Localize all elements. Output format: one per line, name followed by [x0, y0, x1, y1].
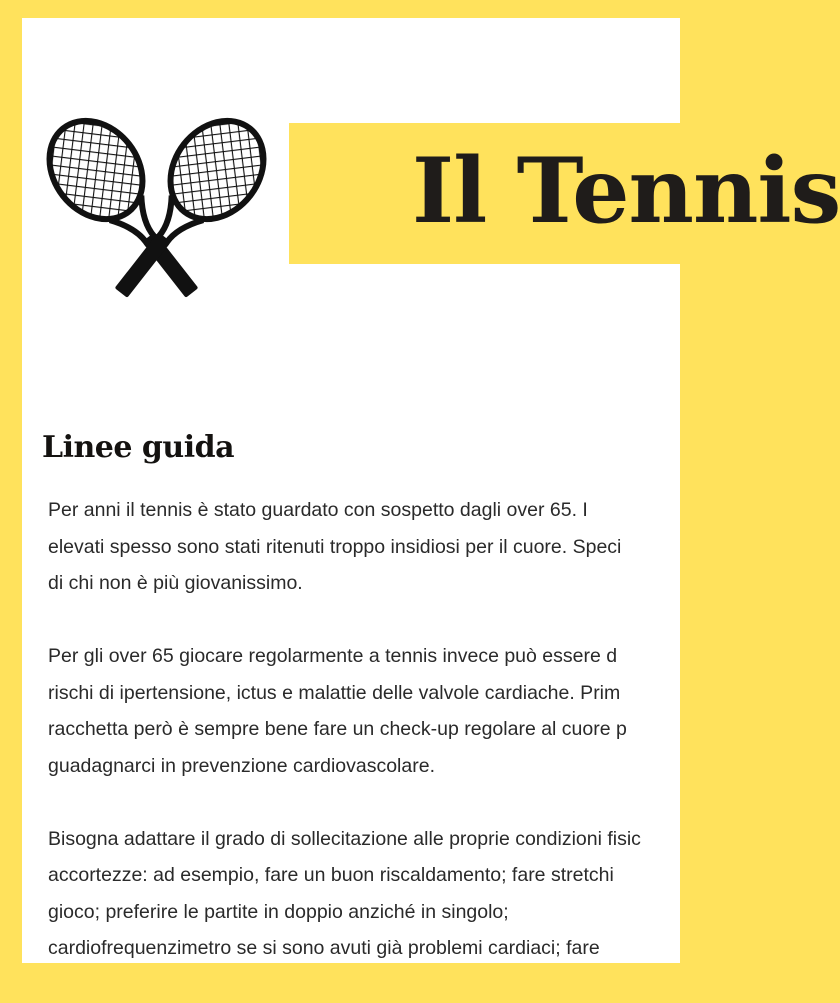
paragraph [48, 492, 828, 602]
text-line: Per anni il tennis è stato guardato con sospetto dagli over 65. I [48, 499, 588, 521]
page-title: Il Tennis [412, 138, 840, 244]
text-line: Per gli over 65 giocare regolarmente a tennis invece può essere d [48, 645, 618, 667]
crossed-tennis-rackets-icon [42, 108, 274, 318]
text-line: guadagnarci in prevenzione cardiovascolare. [48, 754, 435, 777]
text-line: racchetta però è sempre bene fare un check-up regolare al cuore p [48, 718, 627, 740]
paragraph [48, 638, 828, 784]
text-line: rischi di ipertensione, ictus e malattie delle valvole cardiache. Prim [48, 681, 621, 704]
body-text [48, 492, 828, 1003]
text-line: gioco; preferire le partite in doppio anziché in singolo; [48, 900, 509, 923]
paragraph [48, 821, 828, 967]
title-banner [289, 123, 840, 264]
text-line: accortezze: ad esempio, fare un buon riscaldamento; fare stretchi [48, 864, 614, 886]
section-heading: Linee guida [42, 430, 235, 465]
text-line: Bisogna adattare il grado di sollecitazione alle proprie condizioni fisic [48, 827, 641, 850]
text-line: cardiofrequenzimetro se si sono avuti già problemi cardiaci; fare [48, 937, 600, 959]
page-sheet [22, 18, 840, 963]
text-line: di chi non è più giovanissimo. [48, 572, 303, 594]
text-line: elevati spesso sono stati ritenuti troppo insidiosi per il cuore. Speci [48, 535, 622, 558]
